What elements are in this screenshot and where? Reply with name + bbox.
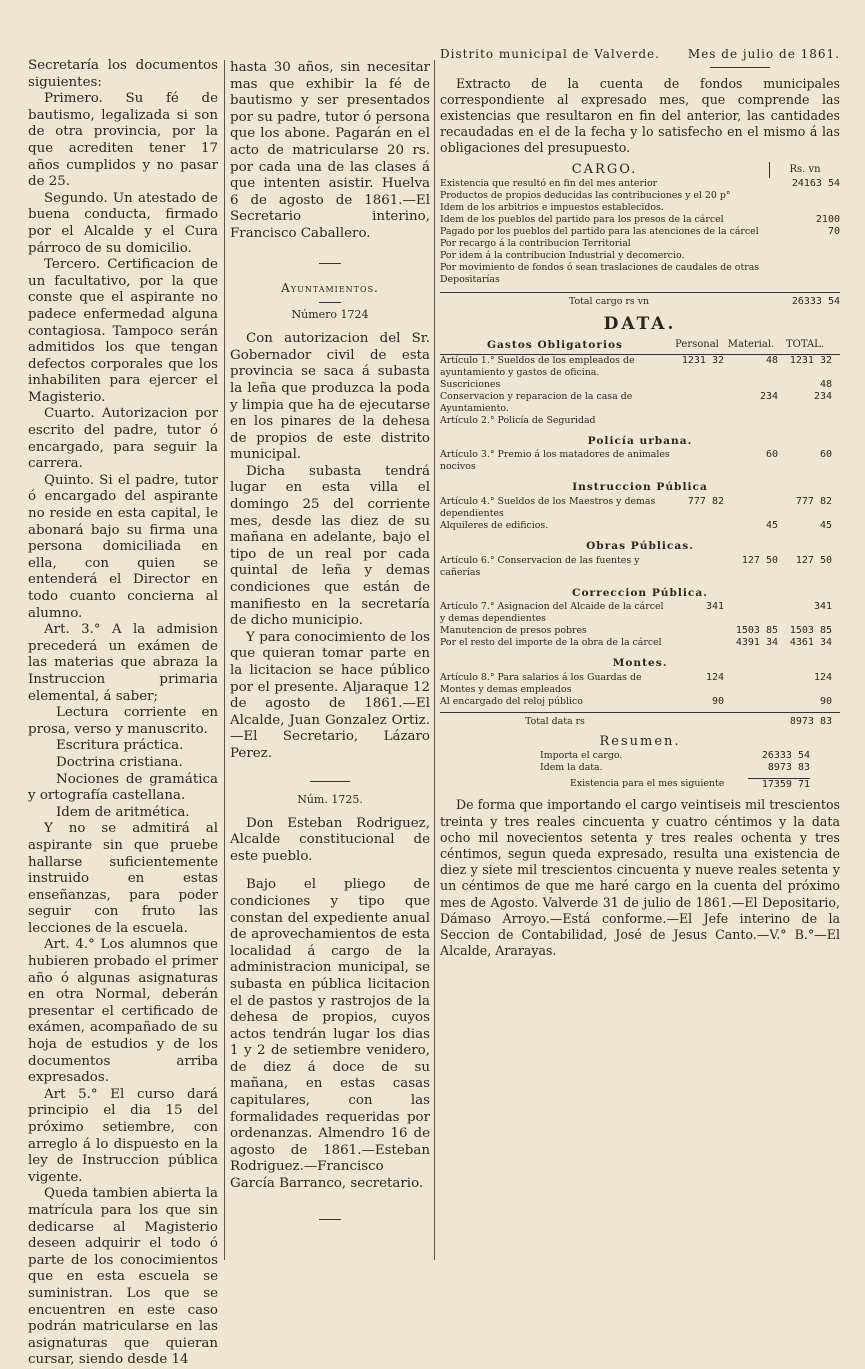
notice-1725-heading: Don Esteban Rodriguez, Alcalde constitucional de este pueblo. (230, 815, 430, 864)
existencia-label: Existencia para el mes siguiente (570, 778, 725, 790)
cargo-row-label: Idem de los pueblos del partido para los presos de la cárcel (440, 214, 724, 226)
subject-3: Doctrina cristiana. (56, 754, 183, 770)
continued-text: hasta 30 años, sin necesitar mas que exhibir la fé de bautismo y ser presentados por su padre, tutor ó persona que los abone. Pagarán en el acto de matricularse 20 rs. por cada una de las clases á que intenten asistir. Huelva 6 de agosto de 1861.—El Secretario interino, Francisco Caballero. (230, 60, 430, 241)
data-row-total: 60 (819, 449, 832, 461)
data-row-personal: 341 (705, 601, 724, 613)
col-personal: Personal (675, 338, 719, 350)
correccion-heading: Correccion Pública. (572, 586, 708, 599)
correccion-rows (440, 601, 840, 649)
data-row-total: 234 (813, 390, 832, 402)
data-row (440, 625, 840, 637)
cargo-row (440, 250, 840, 262)
data-title: DATA. (603, 314, 677, 335)
article-3: Art. 3.° A la admision precederá un exámen de las materias que abraza la Instruccion primaria elemental, á saber; (28, 622, 218, 704)
data-row-label: Artículo 7.° Asignacion del Alcaide de la cárcel y demas dependientes (440, 601, 664, 625)
requirement-3: Tercero. Certificacion de un facultativo, por la que conste que el aspirante no padece enfermedad alguna contagiosa. Tampoco serán admitidos los que tengan defectos corporales que los inhabiliten para ejercer el Magisterio. (28, 257, 218, 405)
resumen-rows (440, 750, 840, 774)
cargo-row (440, 226, 840, 238)
resumen-row-label: Importa el cargo. (540, 750, 623, 762)
data-row (440, 379, 840, 391)
data-row-material: 234 (759, 390, 778, 402)
data-total-label: Total data rs (525, 715, 585, 727)
resumen-row-value: 8973 83 (767, 762, 810, 774)
data-row-label: Artículo 6.° Conservacion de las fuentes y cañerías (440, 554, 640, 578)
data-row-personal (670, 637, 724, 649)
cargo-total-label: Total cargo rs vn (568, 296, 650, 308)
data-row-personal (670, 415, 724, 427)
cargo-row-value (778, 190, 840, 202)
data-row-material (724, 672, 778, 696)
cargo-row-label: Productos de propios deducidas las contribuciones y el 20 p° (440, 190, 731, 202)
cargo-row-value: 70 (827, 226, 840, 238)
data-row-total: 48 (819, 378, 832, 390)
section-heading: Ayuntamientos. (281, 280, 379, 295)
divider (319, 1219, 341, 1220)
data-row-personal (670, 379, 724, 391)
cargo-row-value: 2100 (815, 214, 840, 226)
closing-statement: De forma que importando el cargo veintiseis mil trescientos treinta y tres reales cincuenta y cuatro céntimos y la data ocho mil novecientos setenta y tres reales ochenta y tres céntimos, segun queda expresado, resulta una existencia de diez y siete mil trescientos cincuenta y nueve reales setenta y un céntimos de que me haré cargo en la cuenta del próximo mes de Agosto. Valverde 31 de julio de 1861.—El Depositario, Dámaso Arroyo.—Está conforme.—El Jefe interino de la Seccion de Contabilidad, José de Jesus Canto.—V.° B.°—El Alcalde, Ararayas. (440, 797, 840, 959)
cargo-row-label: Por recargo á la contribucion Territorial (440, 238, 631, 250)
header-rule (710, 67, 770, 68)
montes-rows (440, 672, 840, 708)
cargo-row-label: Existencia que resultó en fin del mes anterior (440, 178, 658, 190)
policia-rows (440, 449, 840, 473)
data-row (440, 637, 840, 649)
cargo-row-label: Pagado por los pueblos del partido para las atenciones de la cárcel (440, 226, 759, 238)
data-row-material: 1503 85 (735, 625, 778, 637)
data-total-row (440, 712, 840, 728)
notice-number-1725: Núm. 1725. (297, 792, 363, 806)
district-name: Distrito municipal de Valverde. (440, 47, 660, 61)
notice-1725-body: Bajo el pliego de condiciones y tipo que constan del expediente anual de aprovechamientos de esta localidad á cargo de la administracion municipal, se subasta en pública licitacion el de pastos y rastrojos de la dehesa de propios, cuyos actos tendrán lugar los dias 1 y 2 de setiembre venidero, de diez á doce de su mañana, en estas casas capitulares, con las formalidades requeridas por ordenanzas. Almendro 16 de agosto de 1861.—Esteban Rodriguez.—Francisco García Barranco, secretario. (230, 877, 430, 1192)
column-1 (28, 58, 218, 1369)
data-row-material (724, 496, 778, 520)
cargo-row-label: Idem de los arbitrios e impuestos establecidos. (440, 202, 664, 214)
cargo-row-value (778, 262, 840, 286)
district-header (440, 46, 840, 63)
data-row-personal: 124 (705, 671, 724, 683)
obras-rows (440, 555, 840, 579)
notice-1724-p2: Dicha subasta tendrá lugar en esta villa el domingo 25 del corriente mes, desde las diez de su mañana en adelante, bajo el tipo de un real por cada quintal de leña y demas condiciones que están de manifiesto en la secretaría de dicho municipio. (230, 463, 430, 629)
cargo-total-row (440, 292, 840, 308)
col-total: TOTAL. (785, 338, 825, 350)
col-material: Material. (727, 338, 775, 350)
data-row (440, 672, 840, 696)
requirement-1: Primero. Su fé de bautismo, legalizada si son de otra provincia, por la que acrediten tener 17 años cumplidos y no pasar de 25. (28, 91, 218, 190)
notice-1724-p3: Y para conocimiento de los que quieran tomar parte en la licitacion se hace público por el presente. Aljaraque 12 de agosto de 1861.—El Alcalde, Juan Gonzalez Ortiz.—El Secretario, Lázaro Perez. (230, 629, 430, 761)
resumen-row (540, 750, 810, 762)
cargo-column-header: Rs. vn (769, 162, 840, 179)
gastos-rows (440, 355, 840, 427)
subject-4: Nociones de gramática y ortografía castellana. (28, 771, 218, 804)
data-row-label: Alquileres de edificios. (440, 519, 549, 531)
data-row (440, 415, 840, 427)
cargo-row (440, 202, 840, 214)
cargo-row (440, 178, 840, 190)
cargo-row-value (778, 250, 840, 262)
cargo-row (440, 214, 840, 226)
data-row-personal (670, 520, 724, 532)
data-row-label: Artículo 2.° Policía de Seguridad (440, 414, 596, 426)
data-row-material (724, 379, 778, 391)
data-row-label: Manutencion de presos pobres (440, 625, 587, 637)
resumen-row-label: Idem la data. (540, 762, 603, 774)
data-row-personal: 90 (711, 695, 724, 707)
data-row-personal (670, 555, 724, 579)
cargo-table (440, 178, 840, 286)
data-row-label: Suscriciones (440, 378, 501, 390)
extract-intro: Extracto de la cuenta de fondos municipales correspondiente al expresado mes, que comprende las existencias que resultaron en fin del anterior, las cantidades recaudadas en el de la fecha y lo satisfecho en el mismo á las obligaciones del presupuesto. (440, 75, 840, 155)
data-row-total: 1231 32 (789, 354, 832, 366)
data-row-label: Artículo 8.° Para salarios á los Guardas de Montes y demas empleados (440, 671, 642, 695)
cargo-header (440, 162, 840, 179)
data-row-personal: 777 82 (687, 495, 724, 507)
data-row-label: Al encargado del reloj público (440, 695, 583, 707)
data-row-total: 1503 85 (789, 625, 832, 637)
data-row-total: 4361 34 (789, 637, 832, 649)
divider (310, 781, 350, 782)
requirement-5: Quinto. Si el padre, tutor ó encargado del aspirante no reside en esta capital, le abonará bajo su firma una persona domiciliada en ella, con quien se entenderá el Director en todo cuanto concierna al alumno. (28, 472, 218, 621)
column-3 (440, 46, 840, 959)
data-row-total: 90 (819, 695, 832, 707)
data-row (440, 391, 840, 415)
data-row-material: 48 (765, 354, 778, 366)
data-row-material (724, 696, 778, 708)
column-rule-2 (434, 60, 435, 1260)
data-column-headers (440, 339, 840, 355)
resumen-row (540, 762, 810, 774)
subject-1: Lectura corriente en prosa, verso y manuscrito. (28, 705, 218, 737)
montes-heading: Montes. (612, 657, 668, 670)
resumen-title: Resumen. (599, 733, 681, 749)
data-row-label: Artículo 1.° Sueldos de los empleados de ayuntamiento y gastos de oficina. (440, 354, 635, 378)
data-row (440, 555, 840, 579)
subject-2: Escritura práctica. (56, 738, 184, 754)
data-row-total: 341 (813, 601, 832, 613)
cargo-row (440, 262, 840, 286)
article-5: Art 5.° El curso dará principio el dia 15 del próximo setiembre, con arreglo á lo dispuesto en la ley de Instruccion pública vigente. (28, 1086, 218, 1185)
cargo-title: CARGO. (571, 161, 638, 177)
cargo-row-value (778, 202, 840, 214)
cargo-row-value (778, 238, 840, 250)
data-row-personal (670, 625, 724, 637)
data-row-personal (670, 391, 724, 415)
resumen-row-value: 26333 54 (761, 750, 810, 762)
data-row-total: 124 (813, 671, 832, 683)
data-row (440, 355, 840, 379)
data-row (440, 696, 840, 708)
enrollment-note: Queda tambien abierta la matrícula para los que sin dedicarse al Magisterio deseen adquirir el todo ó parte de los conocimientos que en esta escuela se suministran. Los que se encuentren en este caso podrán matricularse en las asignaturas que quieran cursar, siendo desde 14 (28, 1186, 218, 1368)
admission-note: Y no se admitirá al aspirante sin que pruebe hallarse suficientemente instruido en estas enseñanzas, para poder seguir con fruto las lecciones de la escuela. (28, 821, 218, 936)
cargo-row-label: Por idem á la contribucion Industrial y decomercio. (440, 250, 685, 262)
report-month: Mes de julio de 1861. (687, 47, 840, 61)
data-row (440, 449, 840, 473)
data-row-material: 60 (765, 449, 778, 461)
article-4: Art. 4.° Los alumnos que hubieren probado el primer año ó algunas asignaturas en otra Normal, deberán presentar el certificado de exámen, acompañado de su hoja de estudios y de los documentos arriba expresados. (28, 937, 218, 1086)
data-row-personal: 1231 32 (681, 354, 724, 366)
data-row-material (724, 601, 778, 625)
data-row (440, 496, 840, 520)
data-row-material: 127 50 (741, 554, 778, 566)
data-total-value: 8973 83 (789, 715, 832, 727)
data-row-personal (670, 449, 724, 473)
requirement-2: Segundo. Un atestado de buena conducta, firmado por el Alcalde y el Cura párroco de su domicilio. (28, 190, 218, 256)
data-row-total: 127 50 (795, 554, 832, 566)
existencia-row (440, 778, 840, 791)
divider (319, 302, 341, 303)
data-row-total: 777 82 (795, 495, 832, 507)
notice-number-1724: Número 1724 (291, 308, 369, 322)
cargo-row (440, 238, 840, 250)
column-rule-1 (224, 60, 225, 1260)
cargo-total-value: 26333 54 (791, 296, 840, 308)
notice-1724-p1: Con autorizacion del Sr. Gobernador civil de esta provincia se saca á subasta la leña que produzca la poda y limpia que ha de ejecutarse en los pinares de la dehesa de propios de este distrito municipal. (230, 331, 430, 463)
cargo-row (440, 190, 840, 202)
data-row (440, 520, 840, 532)
cargo-row-value: 24163 54 (791, 178, 840, 190)
data-row-label: Conservacion y reparacion de la casa de Ayuntamiento. (440, 390, 633, 414)
data-row-total (778, 415, 832, 427)
data-row-label: Artículo 3.° Premio á los matadores de animales nocivos (440, 449, 670, 473)
data-row-material: 4391 34 (735, 637, 778, 649)
subject-5: Idem de aritmética. (56, 804, 190, 820)
data-row-material: 45 (765, 519, 778, 531)
existencia-value: 17359 71 (748, 778, 810, 791)
data-row-label: Por el resto del importe de la obra de la cárcel (440, 637, 662, 649)
data-row-material (724, 415, 778, 427)
data-row (440, 601, 840, 625)
data-row-label: Artículo 4.° Sueldos de los Maestros y demas dependientes (440, 495, 656, 519)
instruccion-rows (440, 496, 840, 532)
divider (319, 263, 341, 264)
intro-text: Secretaría los documentos siguientes: (28, 58, 218, 90)
column-2 (230, 60, 430, 1226)
instruccion-heading: Instruccion Pública (572, 481, 708, 494)
policia-heading: Policía urbana. (587, 434, 693, 447)
gastos-heading: Gastos Obligatorios (486, 338, 624, 351)
obras-heading: Obras Públicas. (586, 539, 694, 552)
requirement-4: Cuarto. Autorizacion por escrito del padre, tutor ó encargado, para seguir la carrera. (28, 406, 218, 472)
data-row-total: 45 (819, 519, 832, 531)
cargo-row-label: Por movimiento de fondos ó sean traslaciones de caudales de otras Depositarías (440, 262, 760, 286)
